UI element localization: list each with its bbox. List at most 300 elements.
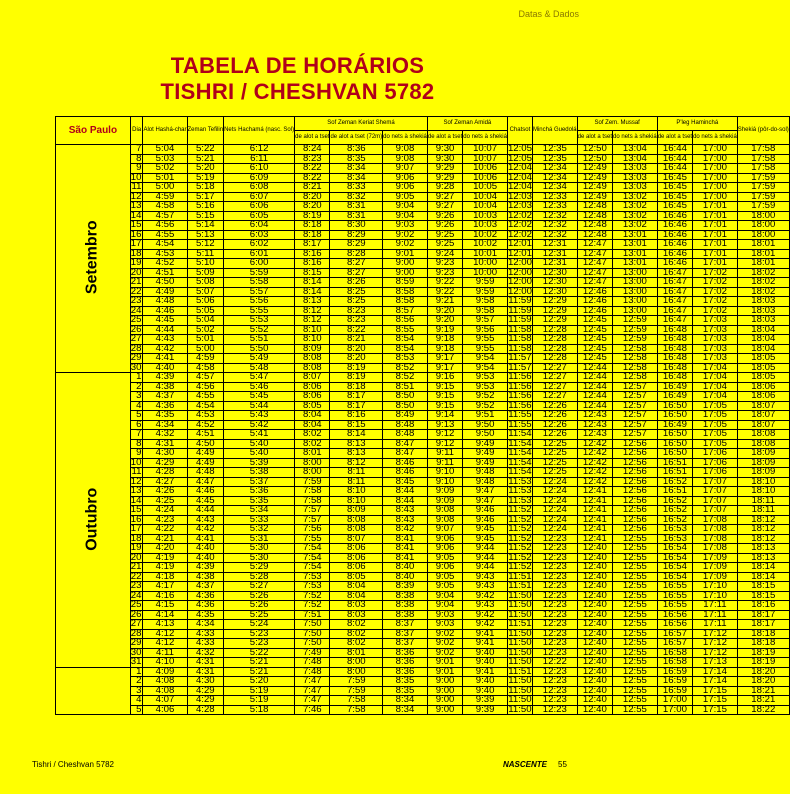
sof-shema-header: Sof Zeman Keriat Shemá — [295, 117, 428, 131]
time-cell: 12:04 — [507, 181, 532, 192]
time-cell: 12:56 — [613, 496, 658, 506]
time-cell: 18:04 — [737, 344, 789, 354]
time-cell: 5:12 — [187, 240, 224, 250]
time-cell: 12:03 — [507, 190, 532, 202]
time-cell: 4:51 — [187, 430, 224, 440]
time-cell: 4:13 — [143, 620, 187, 630]
time-cell: 7:47 — [295, 677, 330, 687]
time-cell: 4:17 — [143, 582, 187, 592]
time-cell: 12:40 — [577, 686, 612, 696]
time-cell: 17:00 — [657, 705, 692, 715]
time-cell: 9:00 — [427, 677, 462, 687]
time-cell: 8:10 — [330, 496, 383, 506]
time-cell: 4:54 — [143, 240, 187, 250]
time-cell: 18:13 — [737, 544, 789, 554]
time-cell: 9:08 — [383, 145, 428, 155]
time-cell: 18:02 — [737, 278, 789, 288]
time-cell: 9:55 — [463, 335, 508, 345]
time-cell: 16:45 — [657, 192, 692, 202]
page-subtitle: TISHRI / CHESHVAN 5782 — [160, 79, 435, 104]
time-cell: 12:41 — [577, 506, 612, 516]
time-cell: 4:28 — [187, 705, 224, 715]
time-cell: 8:35 — [330, 154, 383, 164]
time-cell: 8:11 — [330, 468, 383, 478]
time-cell: 10:06 — [463, 173, 508, 183]
time-cell: 8:01 — [295, 449, 330, 459]
time-cell: 9:42 — [463, 591, 508, 601]
time-cell: 12:55 — [613, 563, 658, 573]
sub-alot-tset: de alot a tset — [657, 131, 692, 145]
time-cell: 12:23 — [532, 639, 577, 649]
time-cell: 9:43 — [463, 572, 508, 582]
zeman-tefilin-header: Zeman Tefilin — [187, 117, 224, 145]
time-cell: 7:50 — [295, 629, 330, 639]
time-cell: 18:07 — [737, 401, 789, 411]
time-cell: 12:23 — [532, 591, 577, 601]
time-cell: 12:41 — [577, 525, 612, 535]
day-cell: 9 — [130, 164, 143, 174]
time-cell: 8:02 — [295, 430, 330, 440]
time-cell: 12:29 — [532, 316, 577, 326]
day-cell: 10 — [130, 456, 142, 468]
time-cell: 9:08 — [383, 154, 428, 164]
time-cell: 18:06 — [737, 382, 789, 392]
time-cell: 18:17 — [737, 620, 789, 630]
time-cell: 16:47 — [657, 287, 692, 297]
time-cell: 9:05 — [427, 582, 462, 592]
time-cell: 4:50 — [143, 278, 187, 288]
time-cell: 17:03 — [693, 344, 738, 354]
time-cell: 5:36 — [224, 487, 295, 497]
time-cell: 12:42 — [577, 477, 612, 487]
time-cell: 12:57 — [613, 392, 658, 402]
time-cell: 9:27 — [427, 192, 462, 202]
time-cell: 18:21 — [737, 696, 789, 706]
time-cell: 12:55 — [613, 601, 658, 611]
time-cell: 5:49 — [224, 354, 295, 364]
day-cell: 1 — [130, 373, 143, 383]
time-cell: 5:27 — [224, 582, 295, 592]
time-cell: 8:27 — [330, 268, 383, 278]
time-cell: 12:23 — [532, 677, 577, 687]
time-cell: 11:50 — [508, 684, 532, 696]
time-cell: 12:23 — [532, 572, 577, 582]
time-cell: 4:28 — [143, 468, 187, 478]
schedule-table — [55, 116, 790, 715]
sub-nets-shekia: do nets à shekiá — [463, 131, 508, 145]
time-cell: 12:44 — [577, 373, 612, 383]
time-cell: 8:29 — [330, 240, 383, 250]
time-cell: 8:48 — [383, 420, 428, 430]
time-cell: 4:59 — [187, 354, 224, 364]
time-cell: 12:27 — [532, 363, 577, 373]
time-cell: 17:59 — [737, 202, 789, 212]
time-cell: 12:55 — [613, 658, 658, 668]
time-cell: 12:55 — [613, 705, 658, 715]
time-cell: 9:50 — [463, 430, 508, 440]
time-cell: 5:06 — [187, 297, 224, 307]
time-cell: 18:01 — [737, 240, 789, 250]
time-cell: 9:00 — [383, 268, 428, 278]
time-cell: 17:15 — [693, 696, 738, 706]
time-cell: 4:11 — [143, 648, 187, 658]
time-cell: 13:02 — [613, 221, 658, 231]
time-cell: 12:40 — [577, 705, 612, 715]
time-cell: 17:59 — [737, 183, 789, 193]
time-cell: 8:12 — [295, 306, 330, 316]
time-cell: 12:23 — [532, 629, 577, 639]
nets-header: Nets Hachamá (nasc. Sol) — [224, 117, 295, 145]
time-cell: 12:46 — [577, 297, 612, 307]
time-cell: 9:57 — [463, 316, 508, 326]
time-cell: 8:25 — [330, 287, 383, 297]
time-cell: 4:39 — [143, 373, 187, 383]
time-cell: 5:35 — [224, 496, 295, 506]
time-cell: 12:41 — [577, 515, 612, 525]
time-cell: 9:59 — [463, 287, 508, 297]
time-cell: 12:59 — [613, 325, 658, 335]
day-cell: 6 — [130, 420, 143, 430]
time-cell: 8:07 — [330, 534, 383, 544]
time-cell: 9:06 — [427, 544, 462, 554]
time-cell: 12:44 — [577, 382, 612, 392]
time-cell: 17:01 — [693, 259, 738, 269]
time-cell: 7:53 — [295, 572, 330, 582]
time-cell: 11:56 — [508, 399, 532, 411]
time-cell: 8:41 — [383, 544, 428, 554]
time-cell: 18:04 — [737, 325, 789, 335]
time-cell: 16:46 — [657, 230, 692, 240]
time-cell: 6:12 — [224, 145, 295, 155]
time-cell: 12:55 — [613, 553, 658, 563]
month-name: Outubro — [83, 487, 101, 551]
time-cell: 9:23 — [427, 259, 462, 269]
time-cell: 9:08 — [427, 506, 462, 516]
time-cell: 12:49 — [577, 192, 612, 202]
time-cell: 4:36 — [187, 591, 224, 601]
time-cell: 9:15 — [427, 382, 462, 392]
time-cell: 6:02 — [224, 240, 295, 250]
time-cell: 8:43 — [383, 515, 428, 525]
time-cell: 17:03 — [693, 325, 738, 335]
time-cell: 4:53 — [187, 411, 224, 421]
time-cell: 17:08 — [693, 544, 738, 554]
time-cell: 12:43 — [577, 430, 612, 440]
time-cell: 12:40 — [577, 563, 612, 573]
time-cell: 8:58 — [383, 297, 428, 307]
time-cell: 12:56 — [613, 449, 658, 459]
time-cell: 18:02 — [737, 268, 789, 278]
publisher-logo: NASCENTE — [503, 760, 548, 769]
time-cell: 4:08 — [143, 686, 187, 696]
time-cell: 16:46 — [657, 240, 692, 250]
time-cell: 18:07 — [737, 411, 789, 421]
time-cell: 12:55 — [613, 629, 658, 639]
day-cell: 15 — [130, 504, 142, 515]
time-cell: 5:21 — [224, 667, 295, 677]
time-cell: 8:16 — [295, 249, 330, 259]
time-cell: 9:01 — [383, 249, 428, 259]
time-cell: 17:09 — [693, 572, 738, 582]
time-cell: 12:35 — [532, 154, 577, 164]
time-cell: 11:52 — [508, 513, 532, 525]
time-cell: 5:15 — [187, 211, 224, 221]
time-cell: 12:24 — [532, 496, 577, 506]
time-cell: 10:02 — [463, 240, 508, 250]
time-cell: 4:48 — [187, 468, 224, 478]
time-cell: 13:00 — [613, 297, 658, 307]
time-cell: 18:04 — [737, 335, 789, 345]
time-cell: 5:34 — [224, 506, 295, 516]
time-cell: 4:36 — [187, 601, 224, 611]
time-cell: 9:03 — [427, 610, 462, 620]
time-cell: 8:25 — [330, 297, 383, 307]
time-cell: 12:40 — [577, 629, 612, 639]
day-cell: 3 — [130, 686, 143, 696]
time-cell: 10:06 — [463, 164, 508, 174]
time-cell: 12:55 — [613, 686, 658, 696]
time-cell: 8:15 — [330, 420, 383, 430]
time-cell: 12:58 — [613, 363, 658, 373]
time-cell: 12:23 — [532, 686, 577, 696]
day-cell: 19 — [130, 542, 142, 553]
time-cell: 18:09 — [737, 458, 789, 468]
time-cell: 12:55 — [613, 667, 658, 677]
time-cell: 5:32 — [224, 525, 295, 535]
time-cell: 12:48 — [577, 221, 612, 231]
day-cell: 14 — [130, 494, 142, 506]
time-cell: 9:11 — [427, 449, 462, 459]
time-cell: 18:12 — [737, 534, 789, 544]
time-cell: 16:52 — [657, 477, 692, 487]
time-cell: 17:59 — [737, 192, 789, 202]
time-cell: 5:37 — [224, 477, 295, 487]
time-cell: 12:50 — [577, 154, 612, 164]
alot-header: Alot Hashá-char — [143, 117, 187, 145]
day-cell: 11 — [131, 181, 142, 192]
time-cell: 8:06 — [330, 544, 383, 554]
time-cell: 9:40 — [463, 648, 508, 658]
month-label — [56, 667, 131, 715]
time-cell: 11:50 — [508, 589, 532, 601]
time-cell: 8:18 — [295, 230, 330, 240]
time-cell: 7:57 — [295, 506, 330, 516]
time-cell: 12:40 — [577, 667, 612, 677]
time-cell: 18:11 — [737, 506, 789, 516]
time-cell: 17:05 — [693, 420, 738, 430]
time-cell: 18:00 — [737, 221, 789, 231]
time-cell: 8:01 — [330, 648, 383, 658]
time-cell: 12:23 — [532, 582, 577, 592]
time-cell: 12:25 — [532, 468, 577, 478]
time-cell: 8:36 — [383, 658, 428, 668]
time-cell: 16:46 — [657, 259, 692, 269]
time-cell: 9:03 — [427, 620, 462, 630]
time-cell: 12:47 — [577, 278, 612, 288]
time-cell: 5:17 — [187, 192, 224, 202]
time-cell: 5:19 — [224, 686, 295, 696]
time-cell: 18:10 — [737, 487, 789, 497]
time-cell: 7:57 — [295, 515, 330, 525]
sub-alot-tset: de alot a tset — [577, 131, 612, 145]
time-cell: 12:32 — [532, 221, 577, 231]
time-cell: 11:56 — [508, 380, 532, 392]
time-cell: 8:20 — [330, 344, 383, 354]
time-cell: 4:38 — [187, 572, 224, 582]
time-cell: 9:27 — [427, 202, 462, 212]
time-cell: 5:50 — [224, 344, 295, 354]
time-cell: 12:40 — [577, 591, 612, 601]
time-cell: 17:05 — [693, 430, 738, 440]
time-cell: 8:41 — [383, 534, 428, 544]
time-cell: 11:50 — [508, 675, 532, 686]
time-cell: 12:40 — [577, 582, 612, 592]
time-cell: 17:08 — [693, 534, 738, 544]
time-cell: 4:33 — [187, 629, 224, 639]
time-cell: 12:31 — [532, 259, 577, 269]
month-name: Setembro — [83, 220, 101, 295]
time-cell: 9:09 — [427, 496, 462, 506]
time-cell: 9:15 — [427, 392, 462, 402]
time-cell: 8:30 — [330, 221, 383, 231]
time-cell: 8:23 — [330, 316, 383, 326]
time-cell: 18:18 — [737, 629, 789, 639]
time-cell: 4:41 — [187, 534, 224, 544]
time-cell: 9:30 — [427, 145, 462, 155]
time-cell: 5:19 — [224, 696, 295, 706]
time-cell: 17:05 — [693, 439, 738, 449]
time-cell: 12:55 — [613, 572, 658, 582]
time-cell: 5:01 — [143, 173, 187, 183]
time-cell: 9:41 — [463, 667, 508, 677]
time-cell: 5:30 — [224, 553, 295, 563]
time-cell: 17:00 — [693, 173, 738, 183]
time-cell: 4:09 — [143, 667, 187, 677]
time-cell: 12:58 — [613, 373, 658, 383]
time-cell: 4:44 — [187, 506, 224, 516]
time-cell: 18:19 — [737, 648, 789, 658]
time-cell: 17:06 — [693, 449, 738, 459]
time-cell: 9:58 — [463, 297, 508, 307]
time-cell: 16:44 — [657, 164, 692, 174]
time-cell: 16:51 — [657, 468, 692, 478]
time-cell: 17:07 — [693, 487, 738, 497]
time-cell: 12:43 — [577, 411, 612, 421]
time-cell: 17:03 — [693, 335, 738, 345]
time-cell: 16:55 — [657, 582, 692, 592]
time-cell: 4:10 — [143, 658, 187, 668]
time-cell: 8:37 — [383, 620, 428, 630]
time-cell: 16:45 — [657, 202, 692, 212]
time-cell: 9:02 — [383, 240, 428, 250]
time-cell: 5:02 — [187, 325, 224, 335]
time-cell: 7:49 — [295, 648, 330, 658]
time-cell: 8:46 — [383, 458, 428, 468]
sub-alot-tset-72: de alot a tset (72m) — [330, 131, 383, 145]
time-cell: 18:11 — [737, 496, 789, 506]
time-cell: 5:18 — [224, 705, 295, 715]
time-cell: 4:36 — [143, 401, 187, 411]
time-cell: 12:40 — [577, 648, 612, 658]
time-cell: 8:38 — [383, 601, 428, 611]
time-cell: 8:47 — [383, 449, 428, 459]
time-cell: 12:23 — [532, 610, 577, 620]
time-cell: 16:48 — [657, 344, 692, 354]
time-cell: 9:40 — [463, 658, 508, 668]
day-cell: 15 — [130, 219, 142, 230]
time-cell: 16:47 — [657, 297, 692, 307]
day-cell: 2 — [130, 382, 143, 392]
time-cell: 13:02 — [613, 202, 658, 212]
time-cell: 13:00 — [613, 287, 658, 297]
time-cell: 5:21 — [224, 658, 295, 668]
time-cell: 11:52 — [508, 542, 532, 553]
time-cell: 8:03 — [330, 610, 383, 620]
time-cell: 8:29 — [330, 230, 383, 240]
time-cell: 17:02 — [693, 268, 738, 278]
time-cell: 12:23 — [532, 601, 577, 611]
time-cell: 8:13 — [295, 297, 330, 307]
day-cell: 17 — [130, 238, 142, 249]
time-cell: 7:58 — [330, 696, 383, 706]
time-cell: 16:52 — [657, 515, 692, 525]
time-cell: 12:55 — [613, 582, 658, 592]
time-cell: 12:44 — [577, 363, 612, 373]
time-cell: 9:17 — [427, 363, 462, 373]
time-cell: 12:23 — [532, 648, 577, 658]
time-cell: 12:55 — [613, 696, 658, 706]
time-cell: 12:24 — [532, 525, 577, 535]
time-cell: 16:50 — [657, 411, 692, 421]
time-cell: 11:55 — [508, 418, 532, 430]
time-cell: 9:22 — [427, 278, 462, 288]
day-cell: 16 — [130, 513, 142, 525]
time-cell: 16:44 — [657, 154, 692, 164]
day-cell: 23 — [130, 295, 142, 306]
time-cell: 17:14 — [693, 677, 738, 687]
day-cell: 31 — [130, 656, 142, 667]
time-cell: 5:01 — [187, 335, 224, 345]
day-cell: 14 — [130, 209, 142, 221]
time-cell: 13:03 — [613, 173, 658, 183]
time-cell: 16:56 — [657, 610, 692, 620]
time-cell: 8:10 — [295, 325, 330, 335]
time-cell: 9:30 — [427, 154, 462, 164]
time-cell: 12:35 — [532, 145, 577, 155]
time-cell: 4:35 — [143, 411, 187, 421]
time-cell: 9:02 — [383, 230, 428, 240]
time-cell: 8:18 — [330, 382, 383, 392]
time-cell: 4:46 — [143, 306, 187, 316]
time-cell: 11:58 — [508, 333, 532, 344]
time-cell: 11:58 — [508, 342, 532, 354]
time-cell: 6:11 — [224, 154, 295, 164]
time-cell: 13:01 — [613, 240, 658, 250]
time-cell: 17:00 — [693, 192, 738, 202]
time-cell: 18:01 — [737, 259, 789, 269]
time-cell: 4:49 — [143, 287, 187, 297]
time-cell: 12:49 — [577, 164, 612, 174]
time-cell: 17:05 — [693, 411, 738, 421]
time-cell: 4:40 — [187, 553, 224, 563]
time-cell: 12:59 — [613, 316, 658, 326]
time-cell: 9:41 — [463, 639, 508, 649]
time-cell: 5:18 — [187, 183, 224, 193]
time-cell: 12:56 — [613, 458, 658, 468]
time-cell: 11:53 — [508, 485, 532, 496]
time-cell: 7:46 — [295, 705, 330, 715]
time-cell: 5:21 — [187, 154, 224, 164]
